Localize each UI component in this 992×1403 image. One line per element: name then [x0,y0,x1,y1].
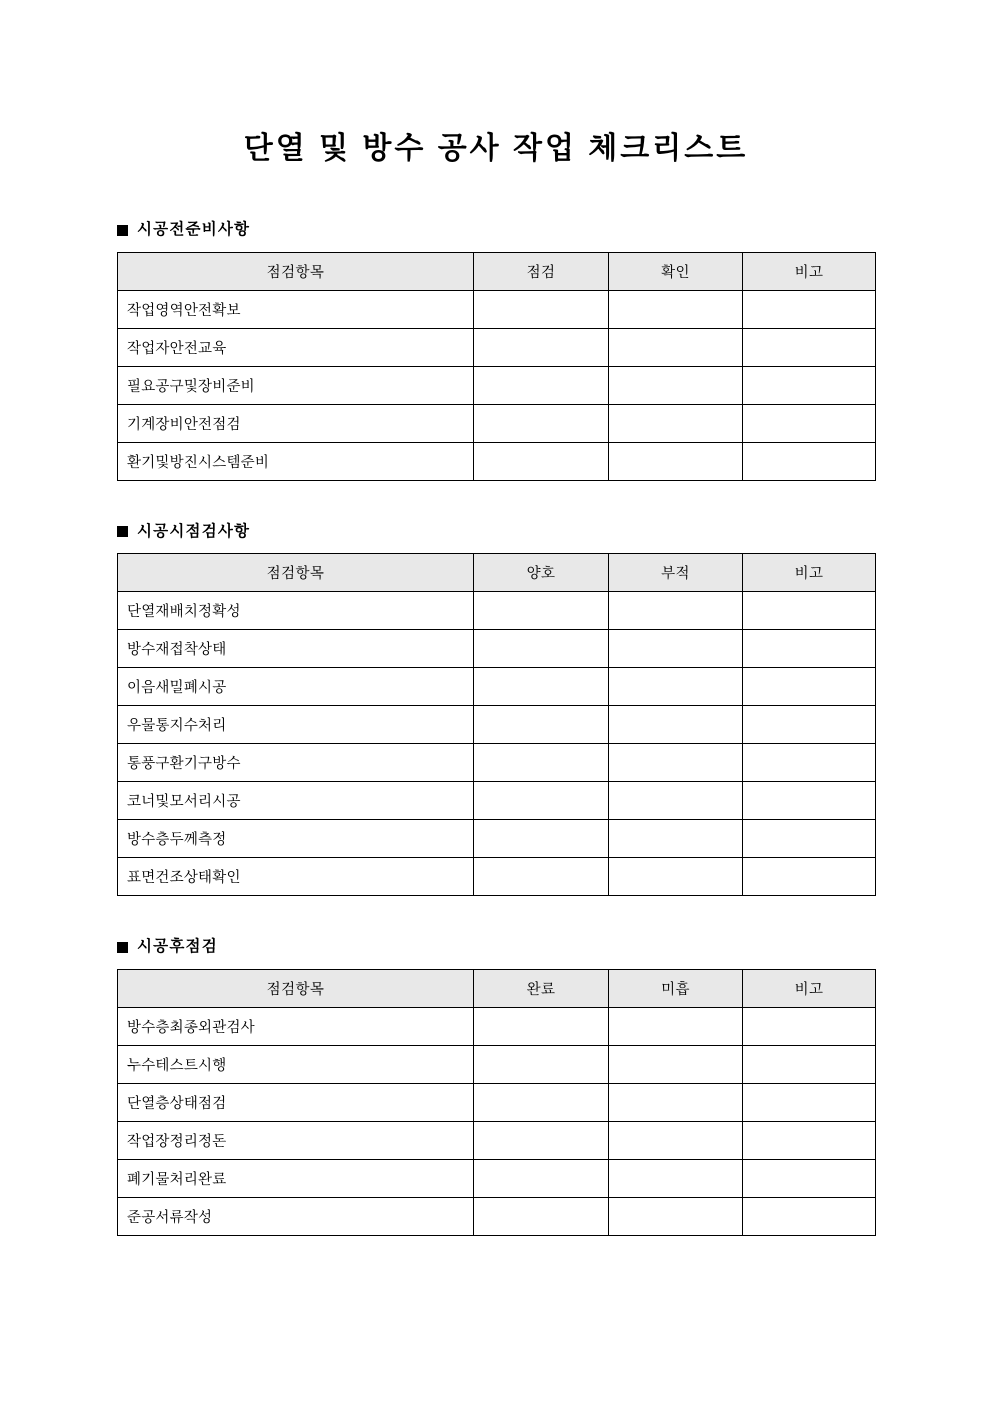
item-label: 코너및모서리시공 [118,782,474,820]
page-title: 단열 및 방수 공사 작업 체크리스트 [243,132,749,165]
check-cell-a[interactable] [474,404,609,442]
check-cell-b[interactable] [609,1007,743,1045]
check-cell-a[interactable] [474,442,609,480]
item-label: 누수테스트시행 [118,1045,474,1083]
check-cell-b[interactable] [609,1159,743,1197]
check-cell-b[interactable] [609,782,743,820]
check-cell-b[interactable] [609,706,743,744]
item-label: 준공서류작성 [118,1197,474,1235]
item-label: 작업영역안전확보 [118,290,474,328]
check-cell-c[interactable] [743,1159,876,1197]
section-heading-label: 시공시점검사항 [137,522,251,540]
column-header-item: 점검항목 [118,252,474,290]
check-cell-c[interactable] [743,668,876,706]
column-header-c: 비고 [743,554,876,592]
check-cell-a[interactable] [474,1083,609,1121]
table-row [118,1045,876,1083]
item-label: 이음새밀폐시공 [118,668,474,706]
table-row [118,442,876,480]
column-header-item: 점검항목 [118,554,474,592]
check-cell-a[interactable] [474,858,609,896]
section-heading-label: 시공전준비사항 [137,221,251,238]
table-header-row [118,969,876,1007]
item-label: 작업자안전교육 [118,328,474,366]
check-cell-b[interactable] [609,328,743,366]
section-heading-label: 시공후점검 [137,938,218,956]
check-cell-a[interactable] [474,1121,609,1159]
check-cell-a[interactable] [474,1159,609,1197]
item-label: 방수층두께측정 [118,820,474,858]
column-header-c: 비고 [743,252,876,290]
check-cell-a[interactable] [474,820,609,858]
table-header-row [118,554,876,592]
column-header-item: 점검항목 [118,969,474,1007]
item-label: 통풍구환기구방수 [118,744,474,782]
check-cell-c[interactable] [743,744,876,782]
checklist-table-post-construction [117,969,876,1236]
table-row [118,328,876,366]
check-cell-c[interactable] [743,858,876,896]
check-cell-a[interactable] [474,1045,609,1083]
check-cell-c[interactable] [743,820,876,858]
check-cell-b[interactable] [609,1045,743,1083]
check-cell-a[interactable] [474,1007,609,1045]
check-cell-c[interactable] [743,592,876,630]
check-cell-b[interactable] [609,290,743,328]
table-row [118,858,876,896]
check-cell-a[interactable] [474,744,609,782]
check-cell-c[interactable] [743,1007,876,1045]
section-heading-post-construction [117,938,992,957]
check-cell-a[interactable] [474,1197,609,1235]
item-label: 우물통지수처리 [118,706,474,744]
check-cell-c[interactable] [743,1197,876,1235]
item-label: 기계장비안전점검 [118,404,474,442]
check-cell-c[interactable] [743,782,876,820]
check-cell-b[interactable] [609,858,743,896]
check-cell-c[interactable] [743,706,876,744]
check-cell-b[interactable] [609,1197,743,1235]
table-row [118,668,876,706]
table-row [118,706,876,744]
column-header-c: 비고 [743,969,876,1007]
check-cell-a[interactable] [474,630,609,668]
section-heading-preparation [117,221,992,240]
check-cell-b[interactable] [609,404,743,442]
checklist-table-during-construction [117,553,876,896]
check-cell-c[interactable] [743,1121,876,1159]
check-cell-a[interactable] [474,668,609,706]
item-label: 표면건조상태확인 [118,858,474,896]
item-label: 폐기물처리완료 [118,1159,474,1197]
check-cell-a[interactable] [474,366,609,404]
check-cell-b[interactable] [609,442,743,480]
table-row [118,366,876,404]
check-cell-b[interactable] [609,630,743,668]
check-cell-a[interactable] [474,706,609,744]
column-header-a: 점검 [474,252,609,290]
table-row [118,404,876,442]
item-label: 작업장정리정돈 [118,1121,474,1159]
item-label: 방수재접착상태 [118,630,474,668]
item-label: 단열층상태점검 [118,1083,474,1121]
black-square-bullet-icon [117,526,128,537]
column-header-a: 완료 [474,969,609,1007]
column-header-a: 양호 [474,554,609,592]
column-header-b: 확인 [609,252,743,290]
table-header-row [118,252,876,290]
check-cell-c[interactable] [743,328,876,366]
section-heading-during-construction [117,523,992,542]
table-row [118,820,876,858]
table-row [118,1197,876,1235]
item-label: 필요공구및장비준비 [118,366,474,404]
check-cell-b[interactable] [609,668,743,706]
check-cell-a[interactable] [474,290,609,328]
item-label: 환기및방진시스템준비 [118,442,474,480]
check-cell-c[interactable] [743,404,876,442]
check-cell-c[interactable] [743,1083,876,1121]
check-cell-b[interactable] [609,820,743,858]
check-cell-b[interactable] [609,1121,743,1159]
table-row [118,1083,876,1121]
table-row [118,744,876,782]
check-cell-c[interactable] [743,1045,876,1083]
table-row [118,1007,876,1045]
check-cell-b[interactable] [609,366,743,404]
check-cell-c[interactable] [743,366,876,404]
check-cell-c[interactable] [743,630,876,668]
column-header-b: 미흡 [609,969,743,1007]
check-cell-b[interactable] [609,592,743,630]
check-cell-b[interactable] [609,744,743,782]
table-row [118,1159,876,1197]
check-cell-b[interactable] [609,1083,743,1121]
section-post-construction [0,896,992,1236]
table-row [118,630,876,668]
section-preparation [0,165,992,481]
check-cell-a[interactable] [474,592,609,630]
table-row [118,1121,876,1159]
black-square-bullet-icon [117,942,128,953]
item-label: 단열재배치정확성 [118,592,474,630]
table-row [118,592,876,630]
check-cell-c[interactable] [743,442,876,480]
table-row [118,290,876,328]
check-cell-a[interactable] [474,328,609,366]
section-during-construction [0,481,992,897]
check-cell-a[interactable] [474,782,609,820]
check-cell-c[interactable] [743,290,876,328]
table-row [118,782,876,820]
checklist-table-preparation [117,252,876,481]
item-label: 방수층최종외관검사 [118,1007,474,1045]
black-square-bullet-icon [117,225,128,236]
column-header-b: 부적 [609,554,743,592]
